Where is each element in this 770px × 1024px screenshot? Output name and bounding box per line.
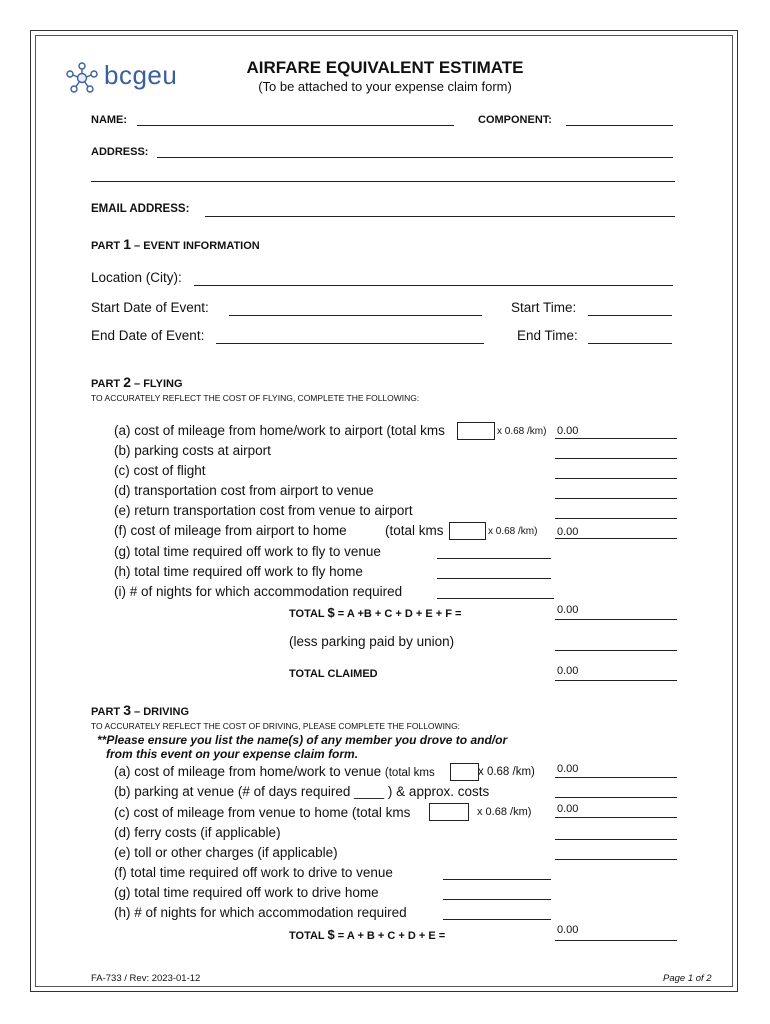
driving-d-amount-field[interactable] [555, 839, 677, 840]
part3-note-line1: **Please ensure you list the name(s) of any member you drove to and/or [97, 733, 508, 747]
form-title: AIRFARE EQUIVALENT ESTIMATE [246, 58, 524, 77]
flying-i-field[interactable] [437, 598, 554, 599]
driving-item-h: (h) # of nights for which accommodation required [114, 905, 407, 920]
driving-item-d: (d) ferry costs (if applicable) [114, 825, 281, 840]
form-revision: FA-733 / Rev: 2023-01-12 [91, 973, 201, 984]
flying-a-amount-field[interactable] [555, 438, 677, 439]
page-number: Page 1 of 2 [663, 973, 712, 984]
form-subtitle: (To be attached to your expense claim form) [258, 79, 512, 94]
end-date-field[interactable] [216, 343, 484, 344]
driving-total-value: 0.00 [557, 924, 579, 936]
name-field[interactable] [137, 125, 454, 126]
flying-h-field[interactable] [437, 578, 551, 579]
flying-item-h: (h) total time required off work to fly home [114, 564, 363, 579]
flying-a-value: 0.00 [557, 425, 579, 437]
flying-f-rate: x 0.68 /km) [488, 526, 538, 537]
part1-heading: PART 1 – EVENT INFORMATION [91, 236, 260, 252]
flying-item-e: (e) return transportation cost from venue to airport [114, 503, 413, 518]
flying-f-value: 0.00 [557, 526, 579, 538]
flying-item-i: (i) # of nights for which accommodation required [114, 584, 403, 599]
location-label: Location (City): [91, 270, 182, 285]
flying-c-amount-field[interactable] [555, 478, 677, 479]
total-claimed-label: TOTAL CLAIMED [289, 668, 378, 680]
flying-d-amount-field[interactable] [555, 498, 677, 499]
driving-a-value: 0.00 [557, 763, 579, 775]
flying-f-amount-field[interactable] [555, 538, 677, 539]
flying-total-field[interactable] [555, 619, 677, 620]
part3-heading: PART 3 – DRIVING [91, 702, 190, 718]
driving-f-field[interactable] [443, 879, 551, 880]
part3-instruction: TO ACCURATELY REFLECT THE COST OF DRIVING, PLEASE COMPLETE THE FOLLOWING: [91, 721, 461, 731]
flying-f-kms-label: (total kms [385, 523, 444, 538]
flying-b-amount-field[interactable] [555, 458, 677, 459]
component-label: COMPONENT: [478, 114, 552, 126]
less-parking-field[interactable] [555, 650, 677, 651]
flying-a-rate: x 0.68 /km) [497, 426, 547, 437]
driving-a-kms-box[interactable] [450, 763, 479, 781]
driving-e-amount-field[interactable] [555, 859, 677, 860]
flying-item-f: (f) cost of mileage from airport to home [114, 523, 347, 538]
flying-f-kms-box[interactable] [449, 522, 486, 540]
flying-item-g: (g) total time required off work to fly to venue [114, 544, 381, 559]
driving-item-g: (g) total time required off work to drive home [114, 885, 379, 900]
driving-total-label: TOTAL $ = A + B + C + D + E = [289, 927, 446, 942]
driving-a-amount-field[interactable] [555, 777, 677, 778]
location-field[interactable] [194, 285, 673, 286]
driving-c-value: 0.00 [557, 803, 579, 815]
end-time-field[interactable] [588, 343, 672, 344]
driving-item-e: (e) toll or other charges (if applicable) [114, 845, 338, 860]
flying-item-b: (b) parking costs at airport [114, 443, 271, 458]
part2-instruction: TO ACCURATELY REFLECT THE COST OF FLYING, COMPLETE THE FOLLOWING: [91, 393, 420, 403]
address-field-line1[interactable] [157, 157, 673, 158]
driving-item-f: (f) total time required off work to drive to venue [114, 865, 393, 880]
end-date-label: End Date of Event: [91, 328, 205, 343]
part3-note-line2: from this event on your expense claim form. [106, 747, 359, 761]
part2-heading: PART 2 – FLYING [91, 374, 183, 390]
flying-g-field[interactable] [437, 558, 551, 559]
logo-text: bcgeu [104, 60, 178, 90]
driving-item-b: (b) parking at venue (# of days required ____ ) & approx. costs [114, 784, 490, 799]
start-time-field[interactable] [588, 315, 672, 316]
driving-g-field[interactable] [443, 899, 551, 900]
driving-a-rate: x 0.68 /km) [478, 766, 535, 778]
driving-b-amount-field[interactable] [555, 797, 677, 798]
flying-total-value: 0.00 [557, 604, 579, 616]
flying-item-d: (d) transportation cost from airport to venue [114, 483, 374, 498]
flying-e-amount-field[interactable] [555, 518, 677, 519]
flying-item-c: (c) cost of flight [114, 463, 206, 478]
driving-c-amount-field[interactable] [555, 817, 677, 818]
email-field[interactable] [205, 216, 675, 217]
driving-item-c: (c) cost of mileage from venue to home (total kms [114, 805, 411, 820]
total-claimed-field[interactable] [555, 680, 677, 681]
total-claimed-value: 0.00 [557, 665, 579, 677]
driving-total-field[interactable] [555, 940, 677, 941]
start-date-label: Start Date of Event: [91, 300, 209, 315]
driving-item-a: (a) cost of mileage from home/work to venue (total kms [114, 764, 435, 779]
flying-item-a: (a) cost of mileage from home/work to airport (total kms [114, 423, 445, 438]
driving-c-kms-box[interactable] [429, 803, 469, 821]
address-label: ADDRESS: [91, 146, 149, 158]
end-time-label: End Time: [517, 328, 578, 343]
name-label: NAME: [91, 114, 128, 126]
email-label: EMAIL ADDRESS: [91, 203, 190, 215]
flying-total-label: TOTAL $ = A +B + C + D + E + F = [289, 605, 462, 620]
less-parking-label: (less parking paid by union) [289, 634, 455, 649]
flying-a-kms-box[interactable] [457, 422, 495, 440]
driving-h-field[interactable] [443, 919, 551, 920]
start-time-label: Start Time: [511, 300, 577, 315]
start-date-field[interactable] [229, 315, 482, 316]
component-field[interactable] [566, 125, 673, 126]
address-field-line2[interactable] [91, 181, 675, 182]
driving-c-rate: x 0.68 /km) [477, 806, 532, 818]
